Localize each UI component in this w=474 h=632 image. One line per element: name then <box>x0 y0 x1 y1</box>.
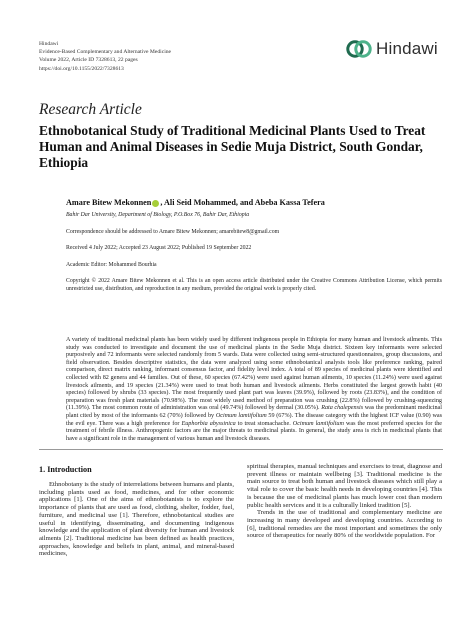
volume-line: Volume 2022, Article ID 7328613, 22 pages <box>39 57 138 64</box>
paragraph: Ethnobotany is the study of interrelations between humans and plants, including plants used as food, medicines, and for other economic applications [1]. One of the aims of ethnobotanists is to explore the importance of plants that are used as food, clothing, shelter, fodder, fuel, furniture, and medicinal use [1]. Therefore, ethnobotanical studies are useful in identifying, disseminating, and documenting indigenous knowledge and the application of plant diversity for human and livestock ailments [2]. Traditional medicine has been defined as health practices, approaches, knowledge and beliefs in plant, animal, and mineral-based medicines, <box>39 481 234 558</box>
paragraph: spiritual therapies, manual techniques and exercises to treat, diagnose and prevent illness or maintain wellbeing [3]. Traditional medicine is the main source to treat both human and livestock diseases which still play a vital role to cover the basic health needs in developing countries [4]. This is because the use of medicinal plants has much lower cost than modern public health services and it is a culturally linked tradition [5]. <box>247 463 442 509</box>
species-ruta: Rata chalepensis <box>321 405 364 412</box>
correspondence: Correspondence should be addressed to Amare Bitew Mekonnen; amarebitew8@gmail.com <box>66 229 280 235</box>
species-ocimum-2: Ocimum lamiifolium <box>292 420 344 427</box>
species-ocimum-1: Ocimum lamiifolium <box>215 412 267 419</box>
abstract-text-5: was the most preferred species for the treatment of febrile illness. Anthropogenic factors are the major threats to medicinal plants. In general, the study area is rich in medicinal plants that have a significant role in the management of various human and livestock diseases. <box>66 420 442 442</box>
abstract-text-1: A variety of traditional medicinal plants has been widely used by different indigenous people in Ethiopia for many human and livestock ailments. This study was conducted to investigate and document the use of medicinal plants in the Sedie Muja district. Sixteen key informants were selected purposively and 72 informants were selected randomly from 5 wards. Data were collected using semi-structured questionnaires, group discussions, and field observation. Besides descriptive statistics, the data were analyzed using some ethnobotanical analysis tools like preference ranking, paired comparison, direct matrix ranking, informant consensus factor, and fidelity level index. A total of 89 species of medicinal plants were identified and collected with 82 genera and 44 families. Out of these, 60 species (67.42%) were used against human ailments, 10 species (11.24%) were used against livestock ailments, and 19 species (21.34%) were used to treat both human and livestock ailments. Herbs constituted the largest growth habit (40 species) followed by shrubs (33 species). The most frequently used plant part was leaves (39.9%), followed by roots (23.83%), and the condition of preparation was fresh plant materials (70.98%). The most widely used method of preparation was crushing (22.8%) followed by crushing-squeezing (11.39%). The most common route of administration was oral (49.74%) followed by dermal (30.05%). <box>66 337 442 412</box>
section-heading: 1. Introduction <box>39 465 92 474</box>
body-column-right <box>247 463 442 540</box>
author-1: Amare Bitew Mekonnen <box>66 198 152 207</box>
article-dates: Received 4 July 2022; Accepted 23 August 2022; Published 19 September 2022 <box>66 245 252 251</box>
affiliation: Bahir Dar University, Department of Biology, P.O.Box 76, Bahir Dar, Ethiopia <box>66 212 250 218</box>
orcid-icon[interactable] <box>152 200 159 207</box>
paragraph: Trends in the use of traditional and complementary medicine are increasing in many developed and developing countries. According to [6], traditional remedies are the most important and sometimes the only source of therapeutics for nearly 80% of the worldwide population. For <box>247 509 442 540</box>
journal-header <box>39 40 171 73</box>
article-title: Ethnobotanical Study of Traditional Medicinal Plants Used to Treat Human and Animal Diseases in Sedie Muja District, South Gondar, Ethiopia <box>39 123 426 170</box>
logo-text: Hindawi <box>376 39 438 58</box>
body-column-left <box>39 481 234 558</box>
hindawi-logo <box>346 38 438 60</box>
copyright-notice: Copyright © 2022 Amare Bitew Mekonnen et al. This is an open access article distributed under the Creative Commons Attribution License, which permits unrestricted use, distribution, and reproduction in any medium, provided the original work is properly cited. <box>66 278 442 292</box>
abstract-divider <box>39 449 443 450</box>
abstract-text-4: to treat stomachache. <box>235 420 293 427</box>
abstract-text-2: was the predominant medicinal plant cited by most of the informants 62 (70%) followed by <box>66 405 442 419</box>
author-list <box>66 198 325 207</box>
journal-name: Evidence-Based Complementary and Alternative Medicine <box>39 49 172 56</box>
hindawi-logo-icon <box>346 38 372 60</box>
author-others: , Ali Seid Mohammed, and Abeba Kassa Tefera <box>160 198 325 207</box>
academic-editor: Academic Editor: Mohammed Bourhia <box>66 262 157 268</box>
abstract-text-3: 59 (67%). The disease category with the highest ICF value (0.90) was the evil eye. There was a high preference for <box>66 412 442 427</box>
article-type: Research Article <box>39 101 142 118</box>
abstract <box>66 337 442 443</box>
species-euphorbia: Euphorbia abyssinica <box>181 420 236 427</box>
publisher-name: Hindawi <box>39 41 59 47</box>
doi-link[interactable]: https://doi.org/10.1155/2022/7328613 <box>39 65 124 72</box>
